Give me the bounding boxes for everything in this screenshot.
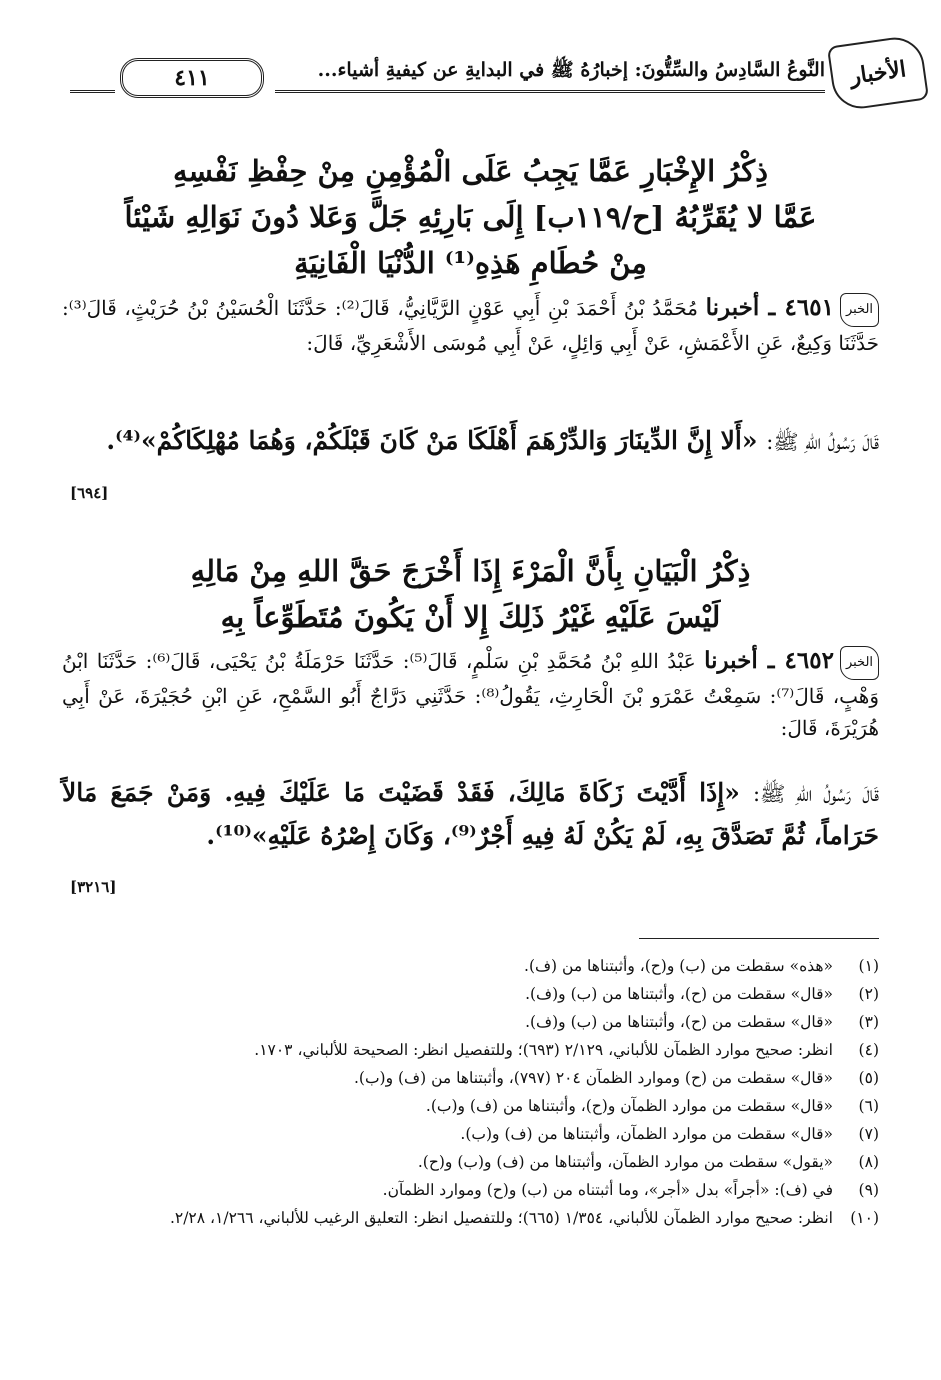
matn-text: «إِذَا أَدَّيْتَ زَكَاةَ مَالِكَ، فَقَدْ قَضَيْتَ مَا عَلَيْكَ فِيهِ. وَمَنْ جَمَعَ مَالاً حَرَاماً، ثُمَّ تَصَدَّقَ بِهِ، لَمْ يَكُنْ لَهُ فِيهِ أَجْرٌ⁽⁹⁾، وَكَانَ إِصْرُهُ عَلَيْهِ»⁽¹⁰⁾.	[62, 778, 879, 850]
running-title: النَّوعُ السَّادِسُ والسِّتُّونَ: إخبارُهُ ﷺ في البدايةِ عن كيفيةِ أشياء...	[317, 59, 825, 81]
footnote	[60, 1064, 879, 1092]
footnote	[60, 1120, 879, 1148]
section-badge: الأخبار	[827, 34, 929, 112]
hadith-matn-4652	[62, 772, 879, 857]
hadith-label-icon: الخبر	[840, 293, 879, 327]
matn-intro: قَالَ رَسُولُ اللهِ ﷺ:	[766, 430, 879, 454]
footnote-number: (٤)	[858, 1041, 879, 1059]
hadith-number: ٤٦٥٢ ـ أخبرنا	[704, 647, 834, 674]
header-rule	[275, 90, 825, 93]
hadith-isnad-4652	[62, 645, 879, 744]
footnote-number: (٢)	[858, 985, 879, 1003]
footnote-text: «هذه» سقطت من (ب) و(ح)، وأثبتناها من (ف).	[524, 957, 833, 975]
page-header	[70, 40, 925, 110]
footnote	[60, 1148, 879, 1176]
heading-line: مِنْ حُطَامِ هَذِهِ⁽¹⁾ الدُّنْيَا الْفَانِيَةِ	[294, 246, 647, 280]
footnote-text: «يقول» سقطت من موارد الظمآن، وأثبتناها من (ف) و(ب) و(ح).	[417, 1153, 833, 1171]
footnote-text: انظر: صحيح موارد الظمآن للألباني، ٢/١٢٩ (٦٩٣)؛ وللتفصيل انظر: الصحيحة للألباني، ١٧٠٣.	[254, 1041, 833, 1059]
chapter-heading-2	[60, 548, 881, 640]
footnote	[60, 1204, 879, 1232]
hadith-number: ٤٦٥١ ـ أخبرنا	[705, 294, 834, 321]
footnotes	[60, 952, 879, 1232]
footnote-number: (٦)	[858, 1097, 879, 1115]
footnote	[60, 1176, 879, 1204]
heading-line: عَمَّا لا يُقَرِّبُهُ [ح/١١٩ب] إِلَى بَارِئِهِ جَلَّ وَعَلا دُونَ نَوَالِهِ شَيْئاً	[124, 200, 817, 234]
footnote	[60, 1008, 879, 1036]
footnote	[60, 1036, 879, 1064]
heading-line: ذِكْرُ الإِخْبَارِ عَمَّا يَجِبُ عَلَى الْمُؤْمِنِ مِنْ حِفْظِ نَفْسِهِ	[173, 154, 768, 188]
isnad-text: عَبْدُ اللهِ بْنُ مُحَمَّدِ بْنِ سَلْمٍ، قَالَ⁽⁵⁾: حَدَّثَنَا حَرْمَلَةُ بْنُ يَحْيَى، قَالَ⁽⁶⁾: حَدَّثَنَا ابْنُ وَهْبٍ، قَالَ⁽⁷⁾: سَمِعْتُ عَمْرَو بْنَ الْحَارِثِ، يَقُولُ⁽⁸⁾: حَدَّثَنِي دَرَّاجٌ أَبُو السَّمْحِ، عَنِ ابْنِ حُجَيْرَةَ، عَنْ أَبِي هُرَيْرَةَ، قَالَ:	[62, 649, 879, 740]
hadith-isnad-4651	[62, 292, 879, 359]
footnote-number: (١)	[858, 957, 879, 975]
footnote-number: (٨)	[858, 1153, 879, 1171]
footnote-text: في (ف): «أجراً» بدل «أجر»، وما أثبتناه من (ب) و(ح) وموارد الظمآن.	[382, 1181, 833, 1199]
hadith-matn-4651	[62, 420, 879, 463]
heading-line: لَيْسَ عَلَيْهِ غَيْرُ ذَلِكَ إِلا أَنْ يَكُونَ مُتَطَوِّعاً بِهِ	[220, 600, 721, 634]
footnote-text: «قال» سقطت من (ح)، وأثبتناها من (ب) و(ف).	[525, 1013, 833, 1031]
footnote	[60, 980, 879, 1008]
footnote-number: (٣)	[858, 1013, 879, 1031]
footnote-text: انظر: صحيح موارد الظمآن للألباني، ١/٣٥٤ (٦٦٥)؛ وللتفصيل انظر: التعليق الرغيب للألباني، ١/٢٦٦، ٢/٢٨.	[169, 1209, 833, 1227]
footnote-number: (١٠)	[850, 1209, 879, 1227]
footnote	[60, 1092, 879, 1120]
header-rule-left	[70, 90, 115, 93]
heading-line: ذِكْرُ الْبَيَانِ بِأَنَّ الْمَرْءَ إِذَا أَخْرَجَ حَقَّ اللهِ مِنْ مَالِهِ	[190, 554, 751, 588]
hadith-reference: [٣٢١٦]	[70, 878, 117, 896]
footnote-separator	[639, 938, 879, 939]
chapter-heading-1	[60, 148, 881, 286]
footnote-text: «قال» سقطت من (ح) وموارد الظمآن ٢٠٤ (٧٩٧)، وأثبتناها من (ف) و(ب).	[353, 1069, 833, 1087]
matn-intro: قَالَ رَسُولُ اللهِ ﷺ:	[752, 782, 879, 806]
matn-text: «أَلا إِنَّ الدِّينَارَ وَالدِّرْهَمَ أَهْلَكَا مَنْ كَانَ قَبْلَكُمْ، وَهُمَا مُهْلِكَاكُمْ»⁽⁴⁾.	[106, 426, 758, 455]
page-number: ٤١١	[120, 58, 264, 98]
footnote-number: (٧)	[858, 1125, 879, 1143]
footnote	[60, 952, 879, 980]
footnote-text: «قال» سقطت من موارد الظمآن و(ح)، وأثبتناها من (ف) و(ب).	[425, 1097, 833, 1115]
footnote-text: «قال» سقطت من موارد الظمآن، وأثبتناها من (ف) و(ب).	[460, 1125, 833, 1143]
hadith-reference: [٦٩٤]	[70, 484, 109, 502]
isnad-text: مُحَمَّدُ بْنُ أَحْمَدَ بْنِ أَبِي عَوْنٍ الرَّيَّانِيُّ، قَالَ⁽²⁾: حَدَّثَنَا الْحُسَيْنُ بْنُ حُرَيْثٍ، قَالَ⁽³⁾: حَدَّثَنَا وَكِيعٌ، عَنِ الأَعْمَشِ، عَنْ أَبِي وَائِلٍ، عَنْ أَبِي مُوسَى الأَشْعَرِيِّ، قَالَ:	[62, 296, 879, 355]
footnote-number: (٥)	[858, 1069, 879, 1087]
footnote-text: «قال» سقطت من (ح)، وأثبتناها من (ب) و(ف).	[525, 985, 833, 1003]
hadith-label-icon: الخبر	[840, 646, 879, 680]
footnote-number: (٩)	[858, 1181, 879, 1199]
